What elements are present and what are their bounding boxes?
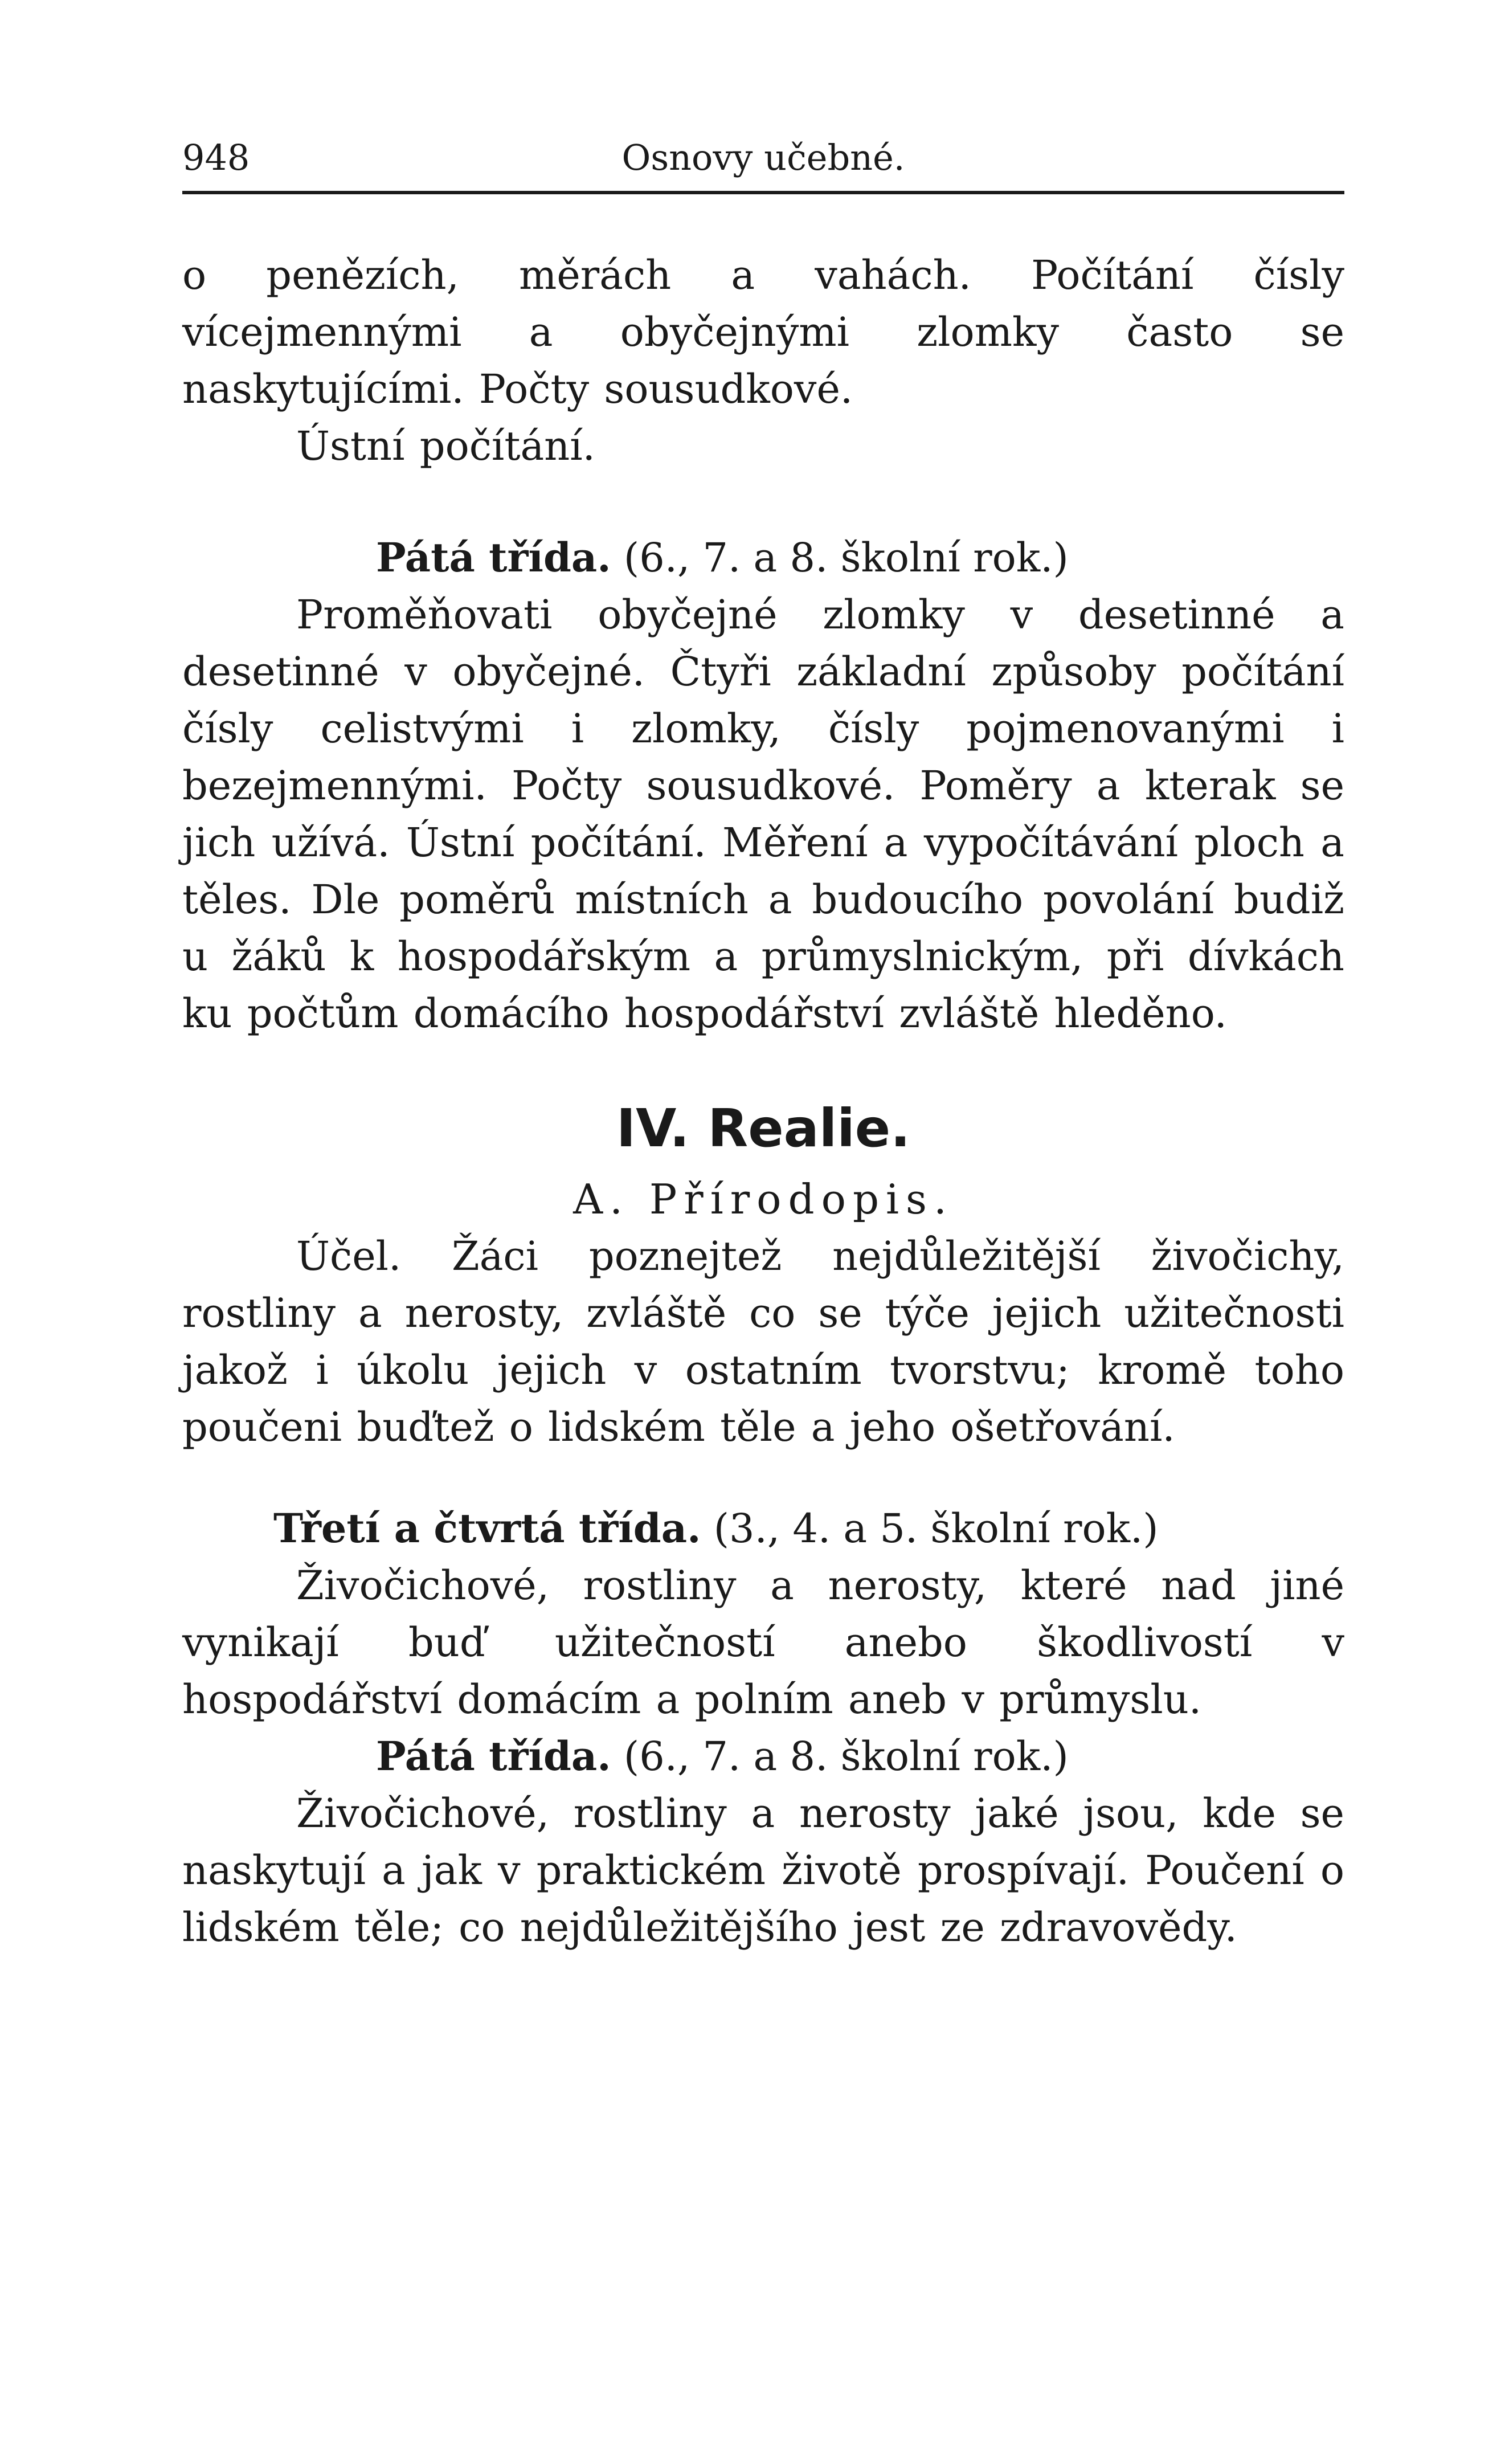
class5-nature-heading-bold: Pátá třída.	[376, 1732, 611, 1780]
subsection-title: A. Přírodopis.	[573, 1175, 954, 1223]
page-number: 948	[182, 137, 250, 178]
class5-nature-text: Živočichové, rostliny a nerosty jaké jsou, kde se naskytují a jak v praktickém životě prospívají. Poučení o lidském těle; co nejdůležitějšího jest ze zdravovědy.	[182, 1790, 1344, 1951]
book-page	[182, 137, 1344, 1956]
class5-math-heading-rest: (6., 7. a 8. školní rok.)	[623, 534, 1069, 581]
class34-heading	[182, 1500, 1344, 1557]
running-title: Osnovy učebné.	[621, 137, 905, 178]
running-header	[182, 137, 1344, 191]
class5-nature-heading-rest: (6., 7. a 8. školní rok.)	[623, 1733, 1069, 1780]
class34-heading-rest: (3., 4. a 5. školní rok.)	[713, 1505, 1159, 1552]
section-title: IV. Realie.	[616, 1098, 911, 1159]
purpose-paragraph: Účel. Žáci poznejtež nejdůležitější živočichy, rostliny a nerosty, zvláště co se týče jejich užitečnosti jakož i úkolu jejich v ostatním tvorstvu; kromě toho poučeni buďtež o lidském těle a jeho ošetřování.	[182, 1233, 1344, 1450]
class34-heading-bold: Třetí a čtvrtá třída.	[273, 1505, 701, 1552]
intro-oral-calc: Ústní počítání.	[296, 423, 595, 469]
header-rule	[182, 191, 1344, 194]
intro-paragraph: o penězích, měrách a vahách. Počítání čísly vícejmennými a obyčejnými zlomky často se naskytujícími. Počty sousudkové.	[182, 252, 1344, 412]
class5-nature-heading	[182, 1728, 1344, 1785]
class5-math-heading	[182, 529, 1344, 586]
class34-text: Živočichové, rostliny a nerosty, které nad jiné vynikají buď užitečností anebo škodlivostí v hospodářství domácím a polním aneb v průmyslu.	[182, 1562, 1344, 1723]
class5-math-text: Proměňovati obyčejné zlomky v desetinné a desetinné v obyčejné. Čtyři základní způsoby počítání čísly celistvými i zlomky, čísly pojmenovanými i bezejmennými. Počty sousudkové. Poměry a kterak se jich užívá. Ústní počítání. Měření a vypočítávání ploch a těles. Dle poměrů místních a budoucího povolání budiž u žáků k hospodářským a průmyslnickým, při dívkách ku počtům domácího hospodářství zvláště hleděno.	[182, 591, 1344, 1037]
class5-math-heading-bold: Pátá třída.	[376, 534, 611, 581]
